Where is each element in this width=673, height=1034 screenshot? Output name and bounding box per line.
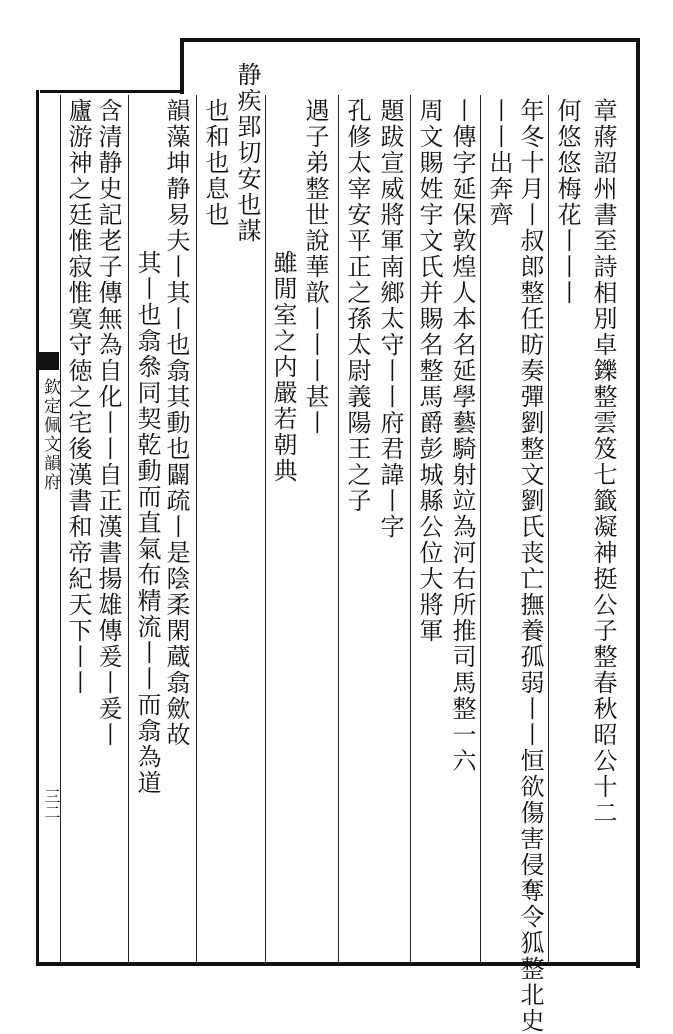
text-column: 丨丨出奔齊 bbox=[485, 98, 513, 228]
text-column: 丨傳字延保敦煌人本名延學藝騎射竝為河右所推司馬整一六 bbox=[448, 98, 476, 774]
column-separator bbox=[548, 95, 549, 962]
headword-column: 静疾郢切安也謀 bbox=[233, 62, 261, 244]
column-separator bbox=[480, 95, 481, 962]
margin-fishtail-mark bbox=[37, 352, 59, 370]
bottom-border-rule bbox=[36, 962, 640, 966]
text-column: 何悠悠梅花丨丨丨 bbox=[553, 98, 581, 306]
text-column: 章蔣詔州書至詩相別卓鑠整雲笈七籤凝神挺公子整春秋昭公十二 bbox=[589, 98, 617, 826]
folio-number: 三二 bbox=[42, 788, 61, 820]
text-column: 年冬十月丨叔郎整任昉奏彈劉整文劉氏丧亡撫養孤弱丨丨恒欲傷害侵奪令狐整北史 bbox=[516, 98, 544, 1034]
column-separator bbox=[196, 95, 197, 962]
text-column: 孔修太宰安平正之孫太尉義陽王之子 bbox=[343, 98, 371, 514]
top-border-rule bbox=[180, 38, 640, 42]
text-column: 其丨也翕叅同契乾動而直氣布精流丨丨而翕為道 bbox=[133, 250, 161, 796]
column-separator bbox=[410, 95, 411, 962]
column-separator bbox=[338, 95, 339, 962]
column-separator bbox=[128, 95, 129, 962]
text-column: 廬游神之廷惟寂惟寞守徳之宅後漢書和帝紀天下丨丨 bbox=[64, 98, 92, 696]
column-separator bbox=[265, 95, 266, 962]
text-column: 含清静史記老子傳無為自化丨丨自正漢書揚雄傳爰丨爰丨 bbox=[94, 98, 122, 748]
right-border-rule bbox=[636, 38, 640, 968]
text-column: 韻藻坤静易夫丨其丨也翕其動也闢疏丨是陰柔閑蔵翕歛故 bbox=[162, 98, 190, 748]
upper-border-rule bbox=[40, 90, 184, 93]
left-border-rule bbox=[36, 90, 39, 966]
column-separator bbox=[60, 95, 61, 962]
text-column: 雖閒室之内嚴若朝典 bbox=[269, 250, 297, 484]
text-column: 遇子弟整世說華歆丨丨丨甚丨 bbox=[301, 98, 329, 436]
text-column: 周文賜姓宇文氏并賜名整馬爵彭城縣公位大將軍 bbox=[415, 98, 443, 644]
book-title: 欽定佩文韻府 bbox=[40, 378, 60, 492]
text-column: 題跋宣威將軍南鄉太守丨丨府君諱丨字 bbox=[376, 98, 404, 540]
text-column: 也和也息也 bbox=[201, 98, 229, 228]
header-tab-rule bbox=[180, 38, 184, 94]
